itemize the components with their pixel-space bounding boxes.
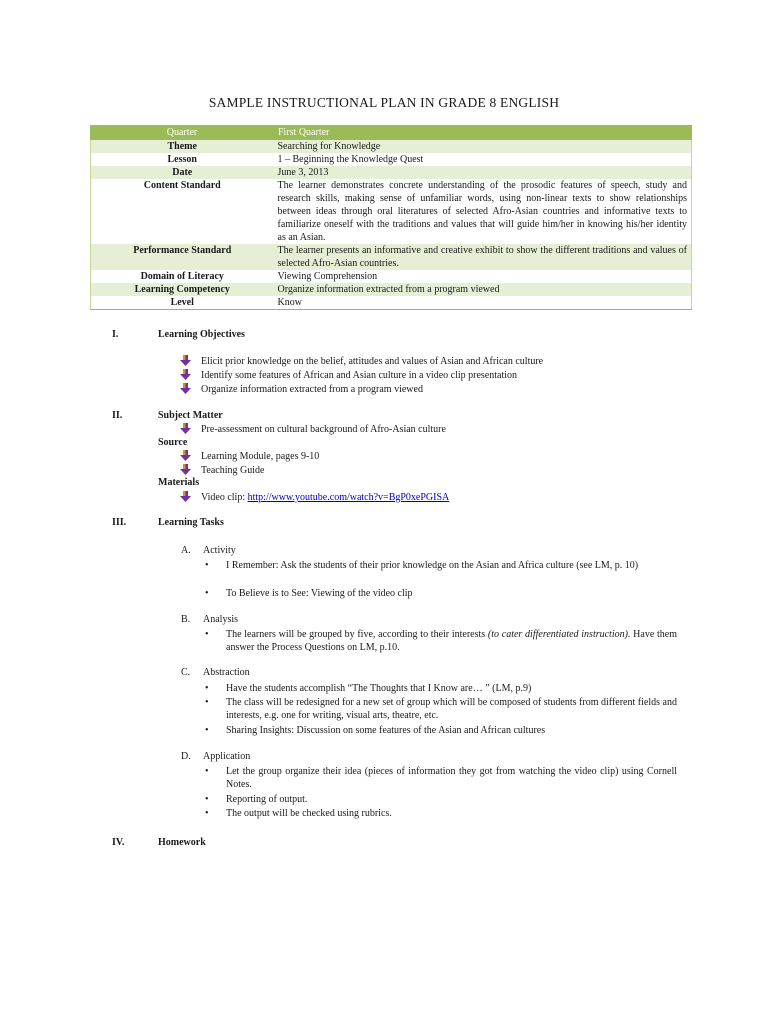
list-item	[180, 464, 264, 478]
purple-arrow-icon	[180, 423, 191, 434]
table-value: First Quarter	[274, 126, 692, 140]
table-key: Content Standard	[143, 180, 221, 191]
purple-arrow-icon	[180, 464, 191, 475]
table-row-performance-standard	[91, 244, 692, 270]
bullet-icon: •	[205, 725, 209, 736]
table-key: Quarter	[91, 126, 274, 140]
list-item-text: Teaching Guide	[201, 465, 265, 476]
task-letter: A.	[181, 545, 191, 556]
section-number: II.	[112, 410, 123, 421]
bullet-item	[205, 587, 677, 600]
table-value: Know	[274, 296, 692, 310]
section-number: I.	[112, 329, 119, 340]
bullet-icon: •	[205, 766, 209, 777]
table-row-quarter	[91, 126, 692, 140]
table-key: Performance Standard	[91, 244, 274, 270]
bullet-icon: •	[205, 588, 209, 599]
video-link[interactable]: http://www.youtube.com/watch?v=BgP0xePGISA	[247, 492, 450, 503]
table-row-content-standard	[91, 179, 692, 244]
task-activity	[181, 545, 236, 556]
bullet-item	[205, 559, 677, 572]
section-number: III.	[112, 517, 127, 528]
list-item-text: Identify some features of African and Asian culture in a video clip presentation	[201, 370, 518, 381]
section-subject-matter	[112, 410, 223, 421]
task-letter: B.	[181, 614, 191, 625]
table-value: June 3, 2013	[274, 166, 692, 179]
bullet-icon: •	[205, 697, 209, 708]
task-label: Application	[203, 751, 251, 762]
table-row-theme	[91, 140, 692, 154]
list-item-text: Video clip:	[201, 492, 248, 503]
purple-arrow-icon	[180, 450, 191, 461]
task-application	[181, 751, 250, 762]
section-learning-tasks	[112, 517, 224, 528]
bullet-text: The learners will be grouped by five, according to their interests (to cater differentiated instruction). Have them answer the Process Questions on LM, p.10.	[226, 629, 678, 653]
section-title: Learning Objectives	[158, 329, 245, 340]
purple-arrow-icon	[180, 383, 191, 394]
bullet-item	[205, 696, 677, 722]
table-key: Theme	[91, 140, 274, 154]
table-row-lesson	[91, 153, 692, 166]
list-item	[180, 383, 423, 397]
bullet-icon: •	[205, 683, 209, 694]
table-row-domain-of-literacy	[91, 270, 692, 283]
list-item-text: Pre-assessment on cultural background of Afro-Asian culture	[201, 424, 446, 435]
list-item	[180, 491, 449, 505]
purple-arrow-icon	[180, 355, 191, 366]
section-title: Subject Matter	[158, 410, 223, 421]
bullet-text: To Believe is to See: Viewing of the video clip	[226, 588, 413, 599]
bullet-item	[205, 724, 677, 737]
list-item	[180, 355, 543, 369]
table-key: Domain of Literacy	[140, 271, 224, 282]
task-analysis	[181, 614, 238, 625]
plan-info-table	[90, 125, 692, 310]
bullet-item	[205, 765, 677, 791]
table-row-date	[91, 166, 692, 179]
list-item	[180, 450, 319, 464]
bullet-item	[205, 793, 677, 806]
bullet-text: Sharing Insights: Discussion on some features of the Asian and African cultures	[226, 725, 546, 736]
table-value: Organize information extracted from a program viewed	[274, 283, 692, 296]
bullet-text: The class will be redesigned for a new set of group which will be composed of students from different fields and interests, e.g. one for writing, visual arts, theatre, etc.	[226, 697, 677, 721]
section-number: IV.	[112, 837, 125, 848]
table-value: Viewing Comprehension	[277, 271, 378, 282]
table-value: 1 – Beginning the Knowledge Quest	[277, 154, 424, 165]
table-value: The learner presents an informative and creative exhibit to show the different traditions and values of selected Afro-Asian countries.	[274, 244, 692, 270]
bullet-icon: •	[205, 794, 209, 805]
list-item-text: Elicit prior knowledge on the belief, attitudes and values of Asian and African culture	[201, 356, 544, 367]
purple-arrow-icon	[180, 369, 191, 380]
table-key: Learning Competency	[91, 283, 274, 296]
bullet-text: Reporting of output.	[226, 794, 308, 805]
document-title: SAMPLE INSTRUCTIONAL PLAN IN GRADE 8 ENGLISH	[208, 95, 560, 110]
task-letter: D.	[181, 751, 191, 762]
list-item-text: Organize information extracted from a program viewed	[201, 384, 423, 395]
task-label: Analysis	[203, 614, 238, 625]
table-row-level	[91, 296, 692, 310]
task-label: Activity	[203, 545, 236, 556]
materials-label: Materials	[158, 477, 200, 488]
table-key: Lesson	[167, 154, 197, 165]
table-key: Level	[91, 296, 274, 310]
task-letter: C.	[181, 667, 191, 678]
section-homework	[112, 837, 206, 848]
bullet-item	[205, 807, 677, 820]
bullet-text: I Remember: Ask the students of their prior knowledge on the Asian and Africa culture (see LM, p. 10)	[226, 560, 639, 571]
table-row-learning-competency	[91, 283, 692, 296]
task-label: Abstraction	[203, 667, 250, 678]
purple-arrow-icon	[180, 491, 191, 502]
bullet-item	[205, 682, 677, 695]
list-item	[180, 423, 446, 437]
bullet-item	[205, 628, 677, 654]
source-label: Source	[158, 437, 188, 448]
table-key: Date	[91, 166, 274, 179]
section-learning-objectives	[112, 329, 245, 340]
list-item	[180, 369, 517, 383]
bullet-text: Have the students accomplish “The Thoughts that I Know are… ” (LM, p.9)	[226, 683, 532, 694]
bullet-text: The output will be checked using rubrics.	[226, 808, 392, 819]
table-value: The learner demonstrates concrete understanding of the prosodic features of speech, study and research skills, making sense of unfamiliar words, using non-linear texts to show relationships between ideas through oral literatures of selected Afro-Asian countries and informative texts to familiarize oneself with the traditions and values that will guide him/her in knowing his/her identity as an Asian.	[277, 180, 687, 243]
task-abstraction	[181, 667, 250, 678]
list-item-text: Learning Module, pages 9-10	[201, 451, 320, 462]
table-value: Searching for Knowledge	[274, 140, 692, 154]
bullet-icon: •	[205, 560, 209, 571]
section-title: Learning Tasks	[158, 517, 224, 528]
bullet-icon: •	[205, 629, 209, 640]
bullet-text: Let the group organize their idea (pieces of information they got from watching the video clip) using Cornell Notes.	[226, 766, 677, 790]
section-title: Homework	[158, 837, 206, 848]
bullet-icon: •	[205, 808, 209, 819]
